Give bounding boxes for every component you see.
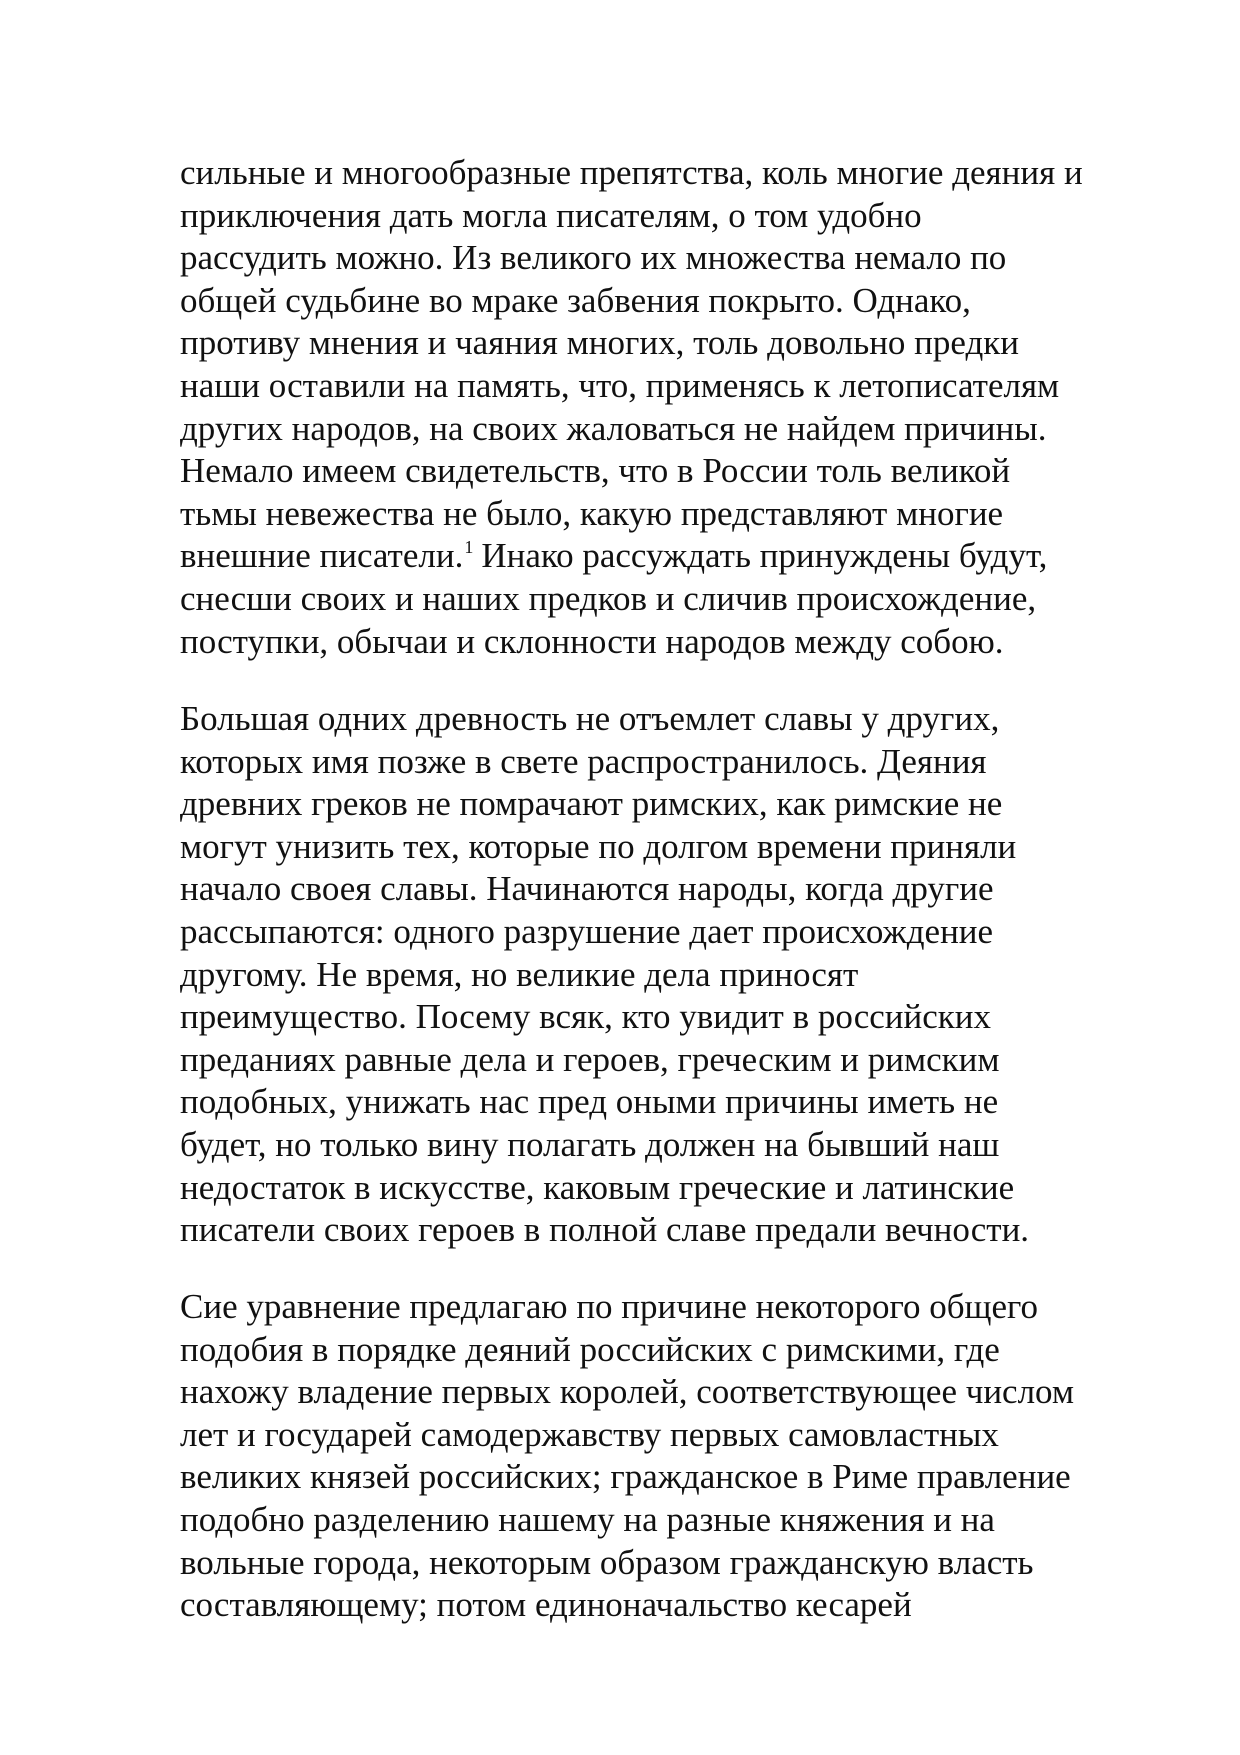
text-line: которых имя позже в свете распространилось. Деяния [180, 741, 987, 781]
text-line: Немало имеем свидетельств, что в России толь великой [180, 451, 1011, 491]
footnote-marker[interactable]: 1 [464, 536, 474, 557]
paragraph-3 [180, 1286, 1180, 1627]
text-line: Сие уравнение предлагаю по причине некоторого общего [180, 1287, 1038, 1326]
text-line: преданиях равные дела и героев, греческим и римским [180, 1039, 1000, 1079]
text-line: великих князей российских; гражданское в Риме правление [180, 1457, 1071, 1497]
text-line: писатели своих героев в полной славе предали вечности. [180, 1210, 1030, 1250]
text-line: другому. Не время, но великие дела приносят [180, 954, 859, 994]
text-line: нахожу владение первых королей, соответствующее числом [180, 1372, 1075, 1412]
text-line: приключения дать могла писателям, о том удобно [180, 195, 922, 235]
text-line: наши оставили на память, что, применясь к летописателям [180, 365, 1060, 405]
text-line: подобных, унижать нас пред оными причины иметь не [180, 1082, 999, 1122]
text-line: других народов, на своих жаловаться не найдем причины. [180, 408, 1047, 448]
text-line: преимущество. Посему всяк, кто увидит в российских [180, 997, 992, 1037]
text-line: могут унизить тех, которые по долгом времени приняли [180, 826, 1017, 866]
text-line: составляющему; потом единоначальство кесарей [180, 1585, 912, 1625]
text-line: Большая одних древность не отъемлет славы у других, [180, 699, 1000, 738]
text-line: снесши своих и наших предков и сличив происхождение, [180, 578, 1037, 618]
text-line-with-footnote [180, 535, 1180, 578]
text-line: сильные и многообразные препятства, коль многие деяния и [180, 153, 1083, 192]
text-line: рассудить можно. Из великого их множества немало по [180, 238, 1007, 278]
text-line: начало своея славы. Начинаются народы, когда другие [180, 869, 994, 909]
footnote-line-before: внешние писатели. [180, 536, 464, 576]
text-line: подобно разделению нашему на разные княжения и на [180, 1499, 995, 1539]
text-line: подобия в порядке деяний российских с римскими, где [180, 1329, 1000, 1369]
text-line: древних греков не помрачают римских, как римские не [180, 784, 1003, 824]
footnote-line-after: Инако рассуждать принуждены будут, [481, 536, 1048, 576]
text-line: лет и государей самодержавству первых самовластных [180, 1414, 999, 1454]
text-line: недостаток в искусстве, каковым греческие и латинские [180, 1167, 1015, 1207]
text-line: общей судьбине во мраке забвения покрыто. Однако, [180, 280, 971, 320]
text-line: поступки, обычаи и склонности народов между собою. [180, 621, 1004, 661]
paragraph-1 [180, 152, 1180, 663]
text-line: вольные города, некоторым образом гражданскую власть [180, 1542, 1034, 1582]
text-line: рассыпаются: одного разрушение дает происхождение [180, 911, 994, 951]
text-line: противу мнения и чаяния многих, толь довольно предки [180, 323, 1020, 363]
text-line: будет, но только вину полагать должен на бывший наш [180, 1124, 1000, 1164]
text-line: тьмы невежества не было, какую представляют многие [180, 493, 1004, 533]
paragraph-2 [180, 698, 1180, 1252]
